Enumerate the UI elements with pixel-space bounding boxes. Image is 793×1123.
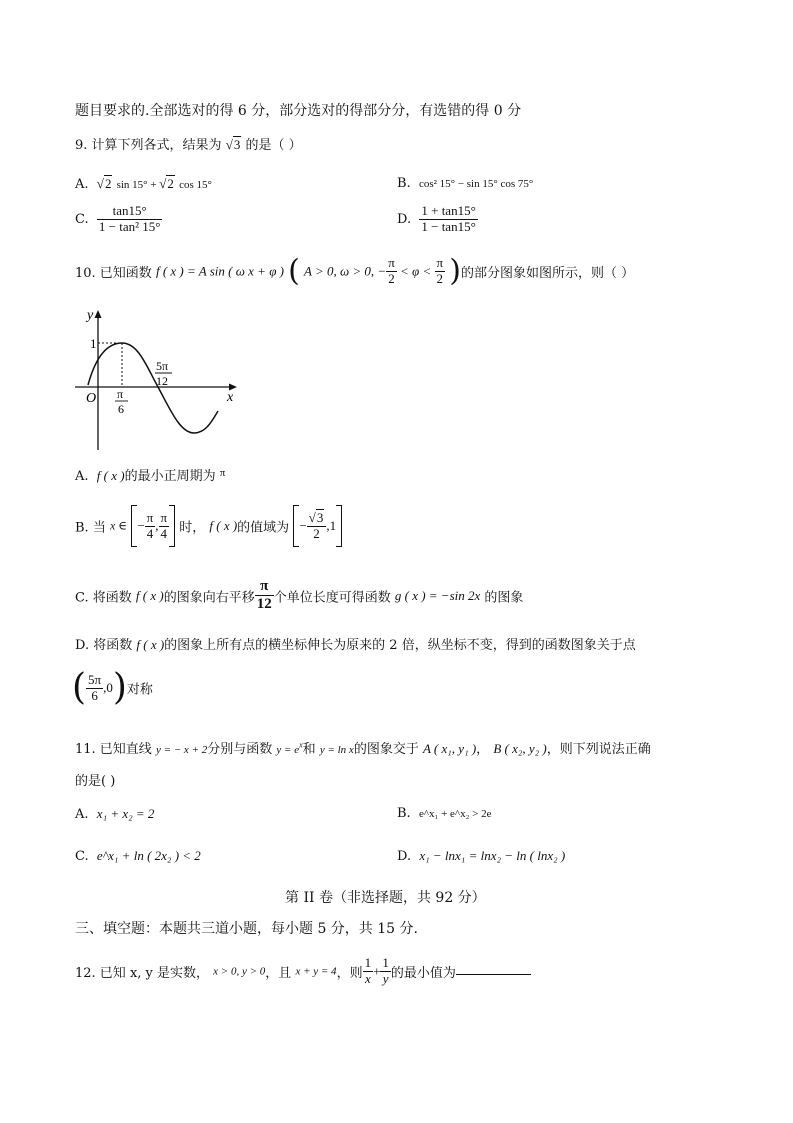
pi-6-numerator: π — [117, 387, 124, 401]
q10-option-a: A. f ( x )的最小正周期为 $^\pi$ — [75, 467, 226, 484]
q12-stem: 12. 已知 x, y 是实数， x > 0, y > 0，且 x + y = 4，则 $\frac{1}{x}$ + $\frac{1}{y}$ 的最小值为 — [75, 956, 531, 987]
origin-label: O — [86, 391, 97, 406]
q9-stem: 9. 计算下列各式，结果为 √3 的是（ ） — [75, 137, 302, 153]
q9-option-b: B. cos² 15° − sin 15° cos 75° — [397, 176, 534, 191]
section-iii-heading: 三、填空题：本题共三道小题，每小题 5 分，共 15 分. — [75, 921, 418, 937]
q10-stem: 10. 已知函数 f ( x ) = A sin ( ω x + φ ) ( A > 0, ω > 0, − $\frac{\pi}{2}$ < φ < $\frac{\pi}{2}$ )的部分图象如图所示，则（ ） — [75, 253, 635, 289]
instruction-line: 题目要求的.全部选对的得 6 分，部分选对的得部分分，有选错的得 0 分 — [75, 103, 522, 119]
max-value-label: 1 — [90, 336, 97, 351]
q10-option-d-line1: D. 将函数 f ( x )的图象上所有点的横坐标伸长为原来的 2 倍，纵坐标不变，得到的函数图象关于点 — [75, 637, 636, 653]
q11-option-c: C. e^x₁ + ln ( 2x₂ ) < 2 — [75, 848, 201, 864]
y-axis-label: y — [87, 308, 94, 323]
q9-option-a: A. √2 sin 15° + √2 cos 15° — [75, 176, 212, 192]
q11-option-b: B. e^x₁ + e^x₂ > 2e — [397, 806, 492, 821]
q11-option-a: A. x₁ + x₂ = 2 — [75, 806, 155, 822]
q10-option-b: B. 当 x ∈ − $\frac{\pi}{4}$ , $\frac{\pi}{4}$ 时， f ( x )的值域为 − $\frac{√3}{2}$ ,1 — [75, 505, 342, 547]
q10-option-d-line2: ( $\frac{5\pi}{6}$ ,0)对称 — [72, 667, 153, 708]
answer-blank[interactable] — [456, 962, 531, 975]
q9-option-c: C. $\frac{\tan 15^\circ}{\text{1 − tan² 15°}}$ — [75, 203, 161, 234]
q10-sine-graph — [70, 305, 245, 455]
q9-option-d: D. $\frac{1 + \tan 15^\circ}{1 - \tan 15^\circ}$ — [397, 203, 476, 234]
q11-stem: 11. 已知直线 y = − x + 2分别与函数 $y = e^x$和 y = ln x的图象交于 A ( x₁, y₁ )， B ( x₂, y₂ )，则下列说法正确 — [75, 740, 651, 757]
5pi-12-denominator: 12 — [156, 374, 168, 388]
sine-curve — [88, 343, 218, 433]
q10-option-c: C. 将函数 f ( x )的图象向右平移 $\frac{\pi}{12}$ 个单位长度可得函数 g ( x ) = −sin 2x 的图象 — [75, 578, 524, 613]
y-axis-arrow-icon — [95, 310, 102, 318]
5pi-12-numerator: 5π — [156, 359, 169, 373]
section-ii-title: 第 II 卷（非选择题，共 92 分） — [285, 890, 486, 906]
q11-stem-line2: 的是( ) — [75, 774, 116, 789]
x-axis-label: x — [227, 390, 234, 405]
q11-option-d: D. x₁ − lnx₁ = lnx₂ − ln ( lnx₂ ) — [397, 848, 566, 864]
pi-6-denominator: 6 — [118, 402, 124, 416]
